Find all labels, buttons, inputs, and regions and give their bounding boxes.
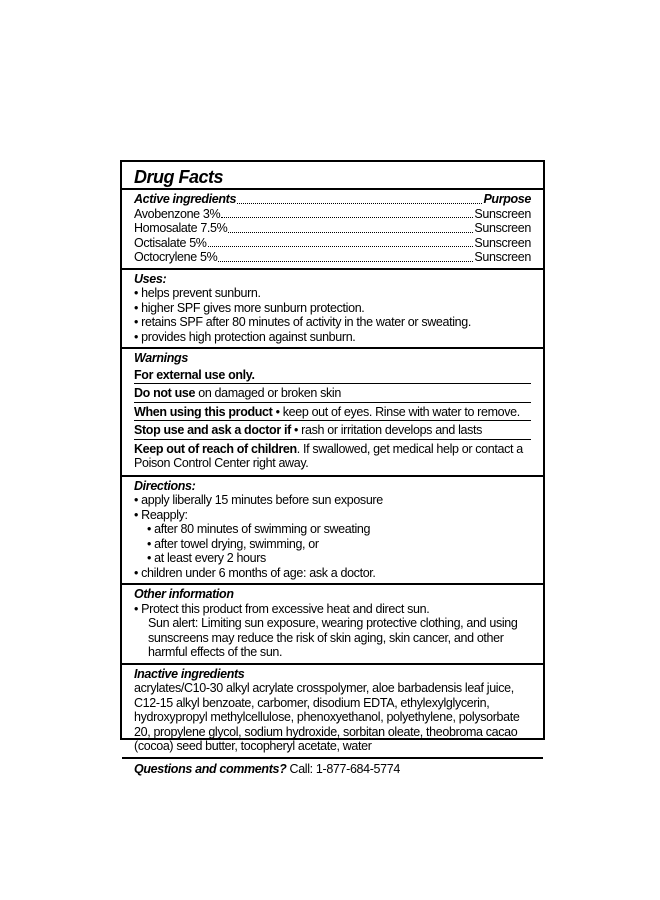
dot-leader: [218, 261, 473, 262]
keep-out-text: . If swallowed, get medical help or contact a Poison Control Center right away.: [134, 441, 523, 470]
directions-item: • Reapply:: [134, 507, 188, 522]
uses-header: Uses:: [134, 271, 167, 286]
dot-leader: [237, 203, 482, 204]
external-use-warning: For external use only.: [134, 366, 531, 385]
protect-item: • Protect this product from excessive heat and direct sun.: [134, 601, 430, 616]
other-information-header: Other information: [134, 587, 234, 601]
ingredient-row: [134, 207, 531, 222]
ingredient-name: Octisalate 5%: [134, 235, 207, 250]
uses-item: • higher SPF gives more sunburn protection.: [134, 300, 365, 315]
directions-item: • apply liberally 15 minutes before sun exposure: [134, 493, 383, 507]
uses-item: • helps prevent sunburn.: [134, 286, 261, 300]
ingredient-purpose: Sunscreen: [474, 206, 531, 221]
questions-label: Questions and comments?: [134, 761, 287, 776]
keep-out-line: [134, 440, 531, 472]
warnings-header: Warnings: [134, 351, 188, 365]
stop-use-label: Stop use and ask a doctor if: [134, 423, 291, 437]
questions-phone: Call: 1-877-684-5774: [286, 761, 400, 776]
dot-leader: [208, 246, 474, 247]
inactive-ingredients-section: [122, 663, 543, 757]
inactive-ingredients-text: acrylates/C10-30 alkyl acrylate crosspolymer, aloe barbadensis leaf juice, C12-15 alkyl benzoate, carbomer, disodium EDTA, ethylexylglycerin, hydroxypropyl methylcellulose, phenoxyethanol, polyethylene, polysorbate 20, propylene glycol, sodium hydroxide, sorbitan oleate, theobroma cacao (cocoa) seed butter, tocopheryl acetate, water: [134, 681, 520, 753]
other-information-section: [122, 583, 543, 663]
inactive-ingredients-header: Inactive ingredients: [134, 666, 245, 681]
directions-section: [122, 475, 543, 584]
active-ingredients-section: [122, 188, 543, 268]
ingredient-purpose: Sunscreen: [474, 235, 531, 250]
active-header-row: [134, 192, 531, 207]
when-using-text: • keep out of eyes. Rinse with water to remove.: [272, 404, 520, 419]
questions-section: [122, 757, 543, 780]
directions-header: Directions:: [134, 478, 196, 493]
ingredient-purpose: Sunscreen: [474, 221, 531, 235]
sun-alert-text: Sun alert: Limiting sun exposure, wearing protective clothing, and using sunscreens may reduce the risk of skin aging, skin cancer, and other harmful effects of the sun.: [148, 616, 518, 659]
purpose-header: Purpose: [483, 192, 531, 206]
directions-subitem: • after 80 minutes of swimming or sweating: [147, 522, 371, 536]
dot-leader: [228, 232, 473, 233]
panel-title: Drug Facts: [134, 167, 224, 187]
when-using-line: [134, 403, 531, 422]
uses-item: • retains SPF after 80 minutes of activity in the water or sweating.: [134, 315, 471, 329]
dot-leader: [221, 217, 473, 218]
keep-out-label: Keep out of reach of children: [134, 441, 297, 456]
uses-section: [122, 268, 543, 348]
directions-item: • children under 6 months of age: ask a doctor.: [134, 565, 376, 580]
do-not-use-text: on damaged or broken skin: [195, 386, 341, 400]
directions-subitem: • at least every 2 hours: [147, 551, 266, 565]
active-header: Active ingredients: [134, 192, 237, 206]
ingredient-row: [134, 250, 531, 265]
ingredient-purpose: Sunscreen: [474, 250, 531, 264]
stop-use-text: • rash or irritation develops and lasts: [290, 423, 483, 437]
ingredient-name: Octocrylene 5%: [134, 250, 218, 264]
uses-item: • provides high protection against sunburn.: [134, 329, 356, 344]
stop-use-line: [134, 421, 531, 440]
ingredient-row: [134, 221, 531, 236]
when-using-label: When using this product: [134, 404, 273, 419]
do-not-use-line: [134, 384, 531, 403]
drug-facts-panel: [120, 160, 545, 776]
directions-subitem: • after towel drying, swimming, or: [147, 536, 319, 551]
ingredient-name: Avobenzone 3%: [134, 206, 221, 221]
warnings-section: [122, 347, 543, 475]
ingredient-name: Homosalate 7.5%: [134, 221, 228, 235]
do-not-use-label: Do not use: [134, 386, 196, 400]
ingredient-row: [134, 236, 531, 251]
